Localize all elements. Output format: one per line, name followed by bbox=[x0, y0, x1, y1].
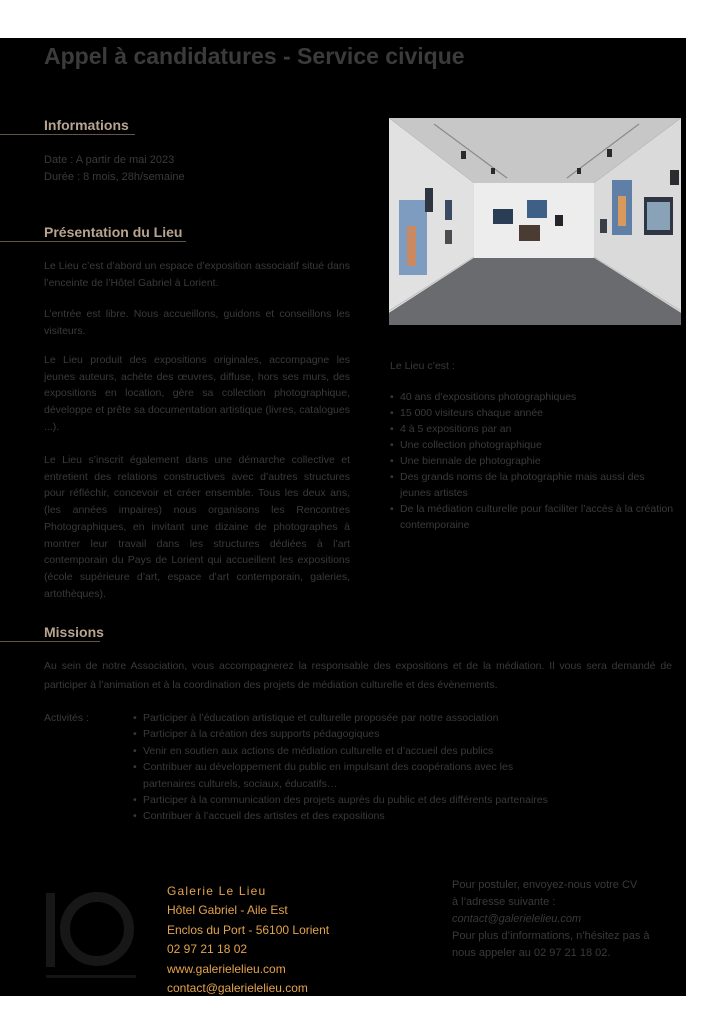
gallery-photo-svg bbox=[389, 118, 681, 325]
artwork-frame bbox=[425, 188, 433, 212]
activity-item: • Contribuer au développement du public en impulsant des coopérations avec les partenaires culturels, sociaux, éducatifs… bbox=[133, 759, 563, 792]
activity-item: • Contribuer à l’accueil des artistes et des expositions bbox=[133, 808, 563, 824]
apply-line-2: à l’adresse suivante : bbox=[452, 896, 556, 908]
artwork-figure bbox=[407, 226, 416, 266]
artwork-image bbox=[647, 202, 670, 230]
presentation-paragraph: L’entrée est libre. Nous accueillons, guidons et conseillons les visiteurs. bbox=[44, 308, 350, 337]
artwork-frame bbox=[445, 200, 452, 220]
informations-underline bbox=[0, 134, 135, 135]
fact-item: • Une collection photographique bbox=[390, 437, 678, 453]
duration-line: Durée : 8 mois, 28h/semaine bbox=[44, 171, 185, 183]
presentation-heading: Présentation du Lieu bbox=[44, 224, 183, 240]
apply-line-4: nous appeler au 02 97 21 18 02. bbox=[452, 947, 611, 959]
fact-item: • 15 000 visiteurs chaque année bbox=[390, 405, 678, 421]
activities-list bbox=[133, 710, 563, 825]
presentation-paragraph: Le Lieu produit des expositions originales, accompagne les jeunes auteurs, achète des œuvres, diffuse, hors ses murs, des expositions en location, gère sa collection photographique, développe et prête sa documentation artistique (livres, catalogues ...). bbox=[44, 354, 350, 433]
contact-block bbox=[167, 882, 329, 998]
activity-item: • Participer à l’éducation artistique et culturelle proposée par notre association bbox=[133, 710, 563, 726]
activity-item: • Participer à la communication des projets auprès du public et des différents partenaires bbox=[133, 792, 563, 808]
artwork-frame bbox=[527, 200, 547, 218]
informations-heading: Informations bbox=[44, 117, 129, 133]
galerie-logo bbox=[42, 883, 140, 987]
fact-item: • Des grands noms de la photographie mais aussi des jeunes artistes bbox=[390, 469, 678, 501]
artwork-figure bbox=[618, 196, 626, 226]
apply-email-link[interactable]: contact@galerielelieu.com bbox=[452, 913, 582, 925]
facts-list bbox=[390, 389, 678, 533]
artwork-frame bbox=[555, 215, 563, 226]
artwork-frame bbox=[600, 219, 607, 233]
activity-item: • Participer à la création des supports pédagogiques bbox=[133, 726, 563, 742]
spotlight bbox=[607, 149, 612, 157]
contact-phone: 02 97 21 18 02 bbox=[167, 942, 248, 957]
presentation-underline bbox=[0, 241, 186, 242]
informations-details bbox=[44, 152, 185, 186]
facts-intro: Le Lieu c’est : bbox=[390, 360, 455, 372]
presentation-paragraph: Le Lieu s’inscrit également dans une démarche collective et entretient des relations constructives avec d’autres structures pour réfléchir, concevoir et créer ensemble. Tous les deux ans, (les années impaires) nous organisons les Rencontres Photographiques, en invitant une dizaine de photographes à montrer leur travail dans les structures dédiées à l’art contemporain du Pays de Lorient qui accueillent les expositions (école supérieure d’art, espace d’art contemporain, galeries, artothèques). bbox=[44, 454, 350, 600]
gallery-photo bbox=[389, 118, 681, 325]
activity-item: • Venir en soutien aux actions de médiation culturelle et d’accueil des publics bbox=[133, 743, 563, 759]
artwork-frame bbox=[493, 209, 513, 224]
fact-item: • De la médiation culturelle pour faciliter l’accès à la création contemporaine bbox=[390, 501, 678, 533]
logo-ring bbox=[65, 897, 129, 961]
contact-website-link[interactable]: www.galerielelieu.com bbox=[167, 961, 286, 976]
logo-bar bbox=[46, 893, 55, 967]
missions-heading: Missions bbox=[44, 624, 104, 640]
fact-item: • 40 ans d’expositions photographiques bbox=[390, 389, 678, 405]
apply-block bbox=[452, 877, 650, 962]
document-title: Appel à candidatures - Service civique bbox=[44, 43, 465, 69]
apply-line-3: Pour plus d’informations, n’hésitez pas à bbox=[452, 930, 650, 942]
spotlight bbox=[577, 168, 581, 174]
apply-line-1: Pour postuler, envoyez-nous votre CV bbox=[452, 879, 638, 891]
activities-label: Activités : bbox=[44, 712, 89, 724]
logo-baseline bbox=[46, 975, 136, 978]
artwork-frame bbox=[519, 225, 540, 241]
presentation-paragraph: Le Lieu c’est d’abord un espace d’exposition associatif situé dans l’enceinte de l’Hôtel Gabriel à Lorient. bbox=[44, 260, 350, 289]
logo-mark bbox=[42, 883, 140, 987]
date-line: Date : A partir de mai 2023 bbox=[44, 154, 175, 166]
spotlight bbox=[461, 151, 466, 159]
missions-underline bbox=[0, 641, 100, 642]
contact-name: Galerie Le Lieu bbox=[167, 884, 267, 898]
artwork-frame bbox=[670, 170, 679, 185]
missions-intro: Au sein de notre Association, vous accompagnerez la responsable des expositions et de la médiation. Il vous sera demandé de participer à l’animation et à la coordination des projets de médiation culturelle et des évènements. bbox=[44, 660, 672, 691]
contact-address-2: Enclos du Port - 56100 Lorient bbox=[167, 922, 330, 937]
fact-item: • 4 à 5 expositions par an bbox=[390, 421, 678, 437]
gallery-back-wall bbox=[474, 183, 594, 258]
spotlight bbox=[491, 168, 495, 174]
fact-item: • Une biennale de photographie bbox=[390, 453, 678, 469]
artwork-frame bbox=[445, 230, 452, 244]
contact-email-link[interactable]: contact@galerielelieu.com bbox=[167, 981, 308, 996]
contact-address-1: Hôtel Gabriel - Aile Est bbox=[167, 903, 288, 918]
